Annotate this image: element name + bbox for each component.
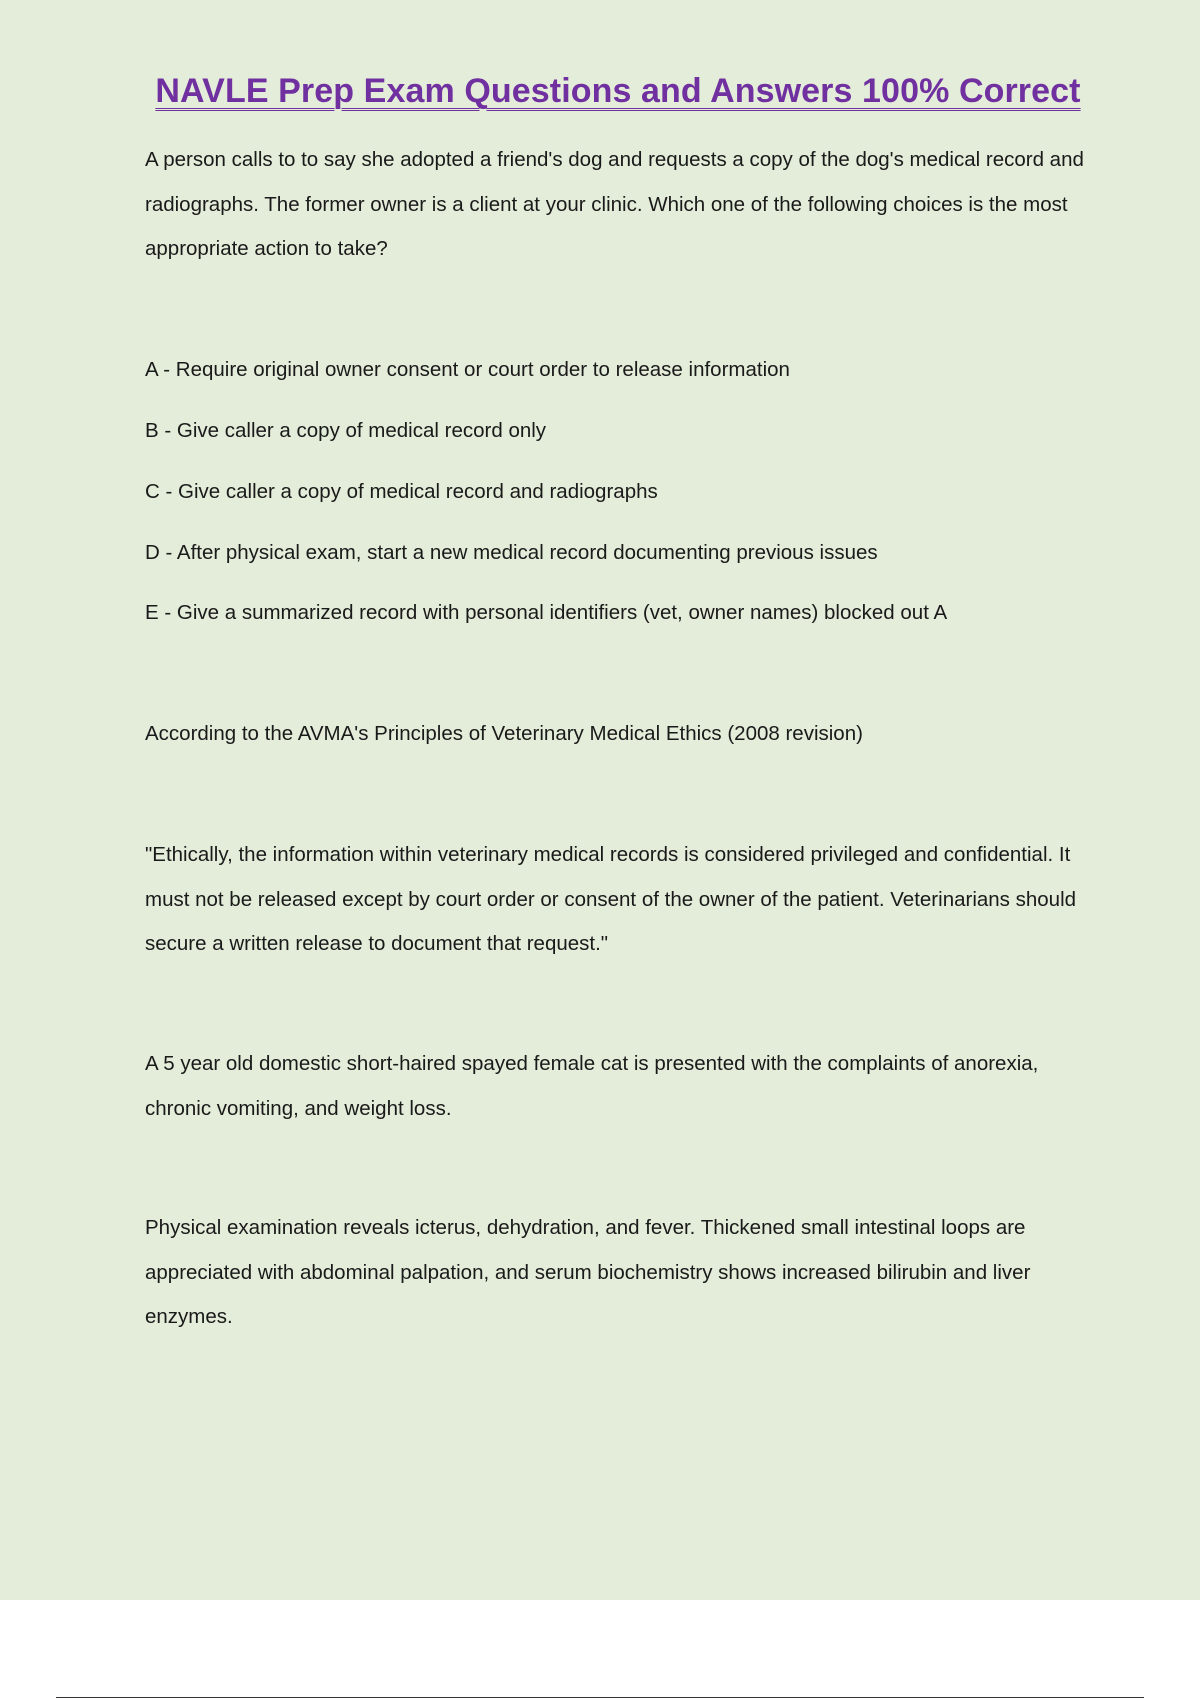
document-title: NAVLE Prep Exam Questions and Answers 100% Correct <box>155 72 1081 110</box>
ethics-quote: "Ethically, the information within veterinary medical records is considered privileged and confidential. It must not be released except by court order or consent of the owner of the patient. Veterinarians should secure a written release to document that request." <box>145 843 1077 955</box>
answer-option-a: A - Require original owner consent or court order to release information <box>145 358 790 381</box>
ethics-reference: According to the AVMA's Principles of Veterinary Medical Ethics (2008 revision) <box>145 722 863 745</box>
question-2-stem: A 5 year old domestic short-haired spayed female cat is presented with the complaints of anorexia, chronic vomiting, and weight loss. <box>145 1052 1039 1120</box>
answer-option-d: D - After physical exam, start a new medical record documenting previous issues <box>145 541 878 564</box>
answer-option-e: E - Give a summarized record with personal identifiers (vet, owner names) blocked out A <box>145 601 948 624</box>
question-1-stem: A person calls to to say she adopted a friend's dog and requests a copy of the dog's medical record and radiographs. The former owner is a client at your clinic. Which one of the following choices is the most appropriate action to take? <box>145 148 1084 260</box>
answer-option-c: C - Give caller a copy of medical record and radiographs <box>145 480 658 503</box>
footer-divider <box>56 1697 1144 1698</box>
answer-option-b: B - Give caller a copy of medical record only <box>145 419 547 442</box>
question-2-findings: Physical examination reveals icterus, dehydration, and fever. Thickened small intestinal loops are appreciated with abdominal palpation, and serum biochemistry shows increased bilirubin and liver enzymes. <box>145 1216 1031 1328</box>
